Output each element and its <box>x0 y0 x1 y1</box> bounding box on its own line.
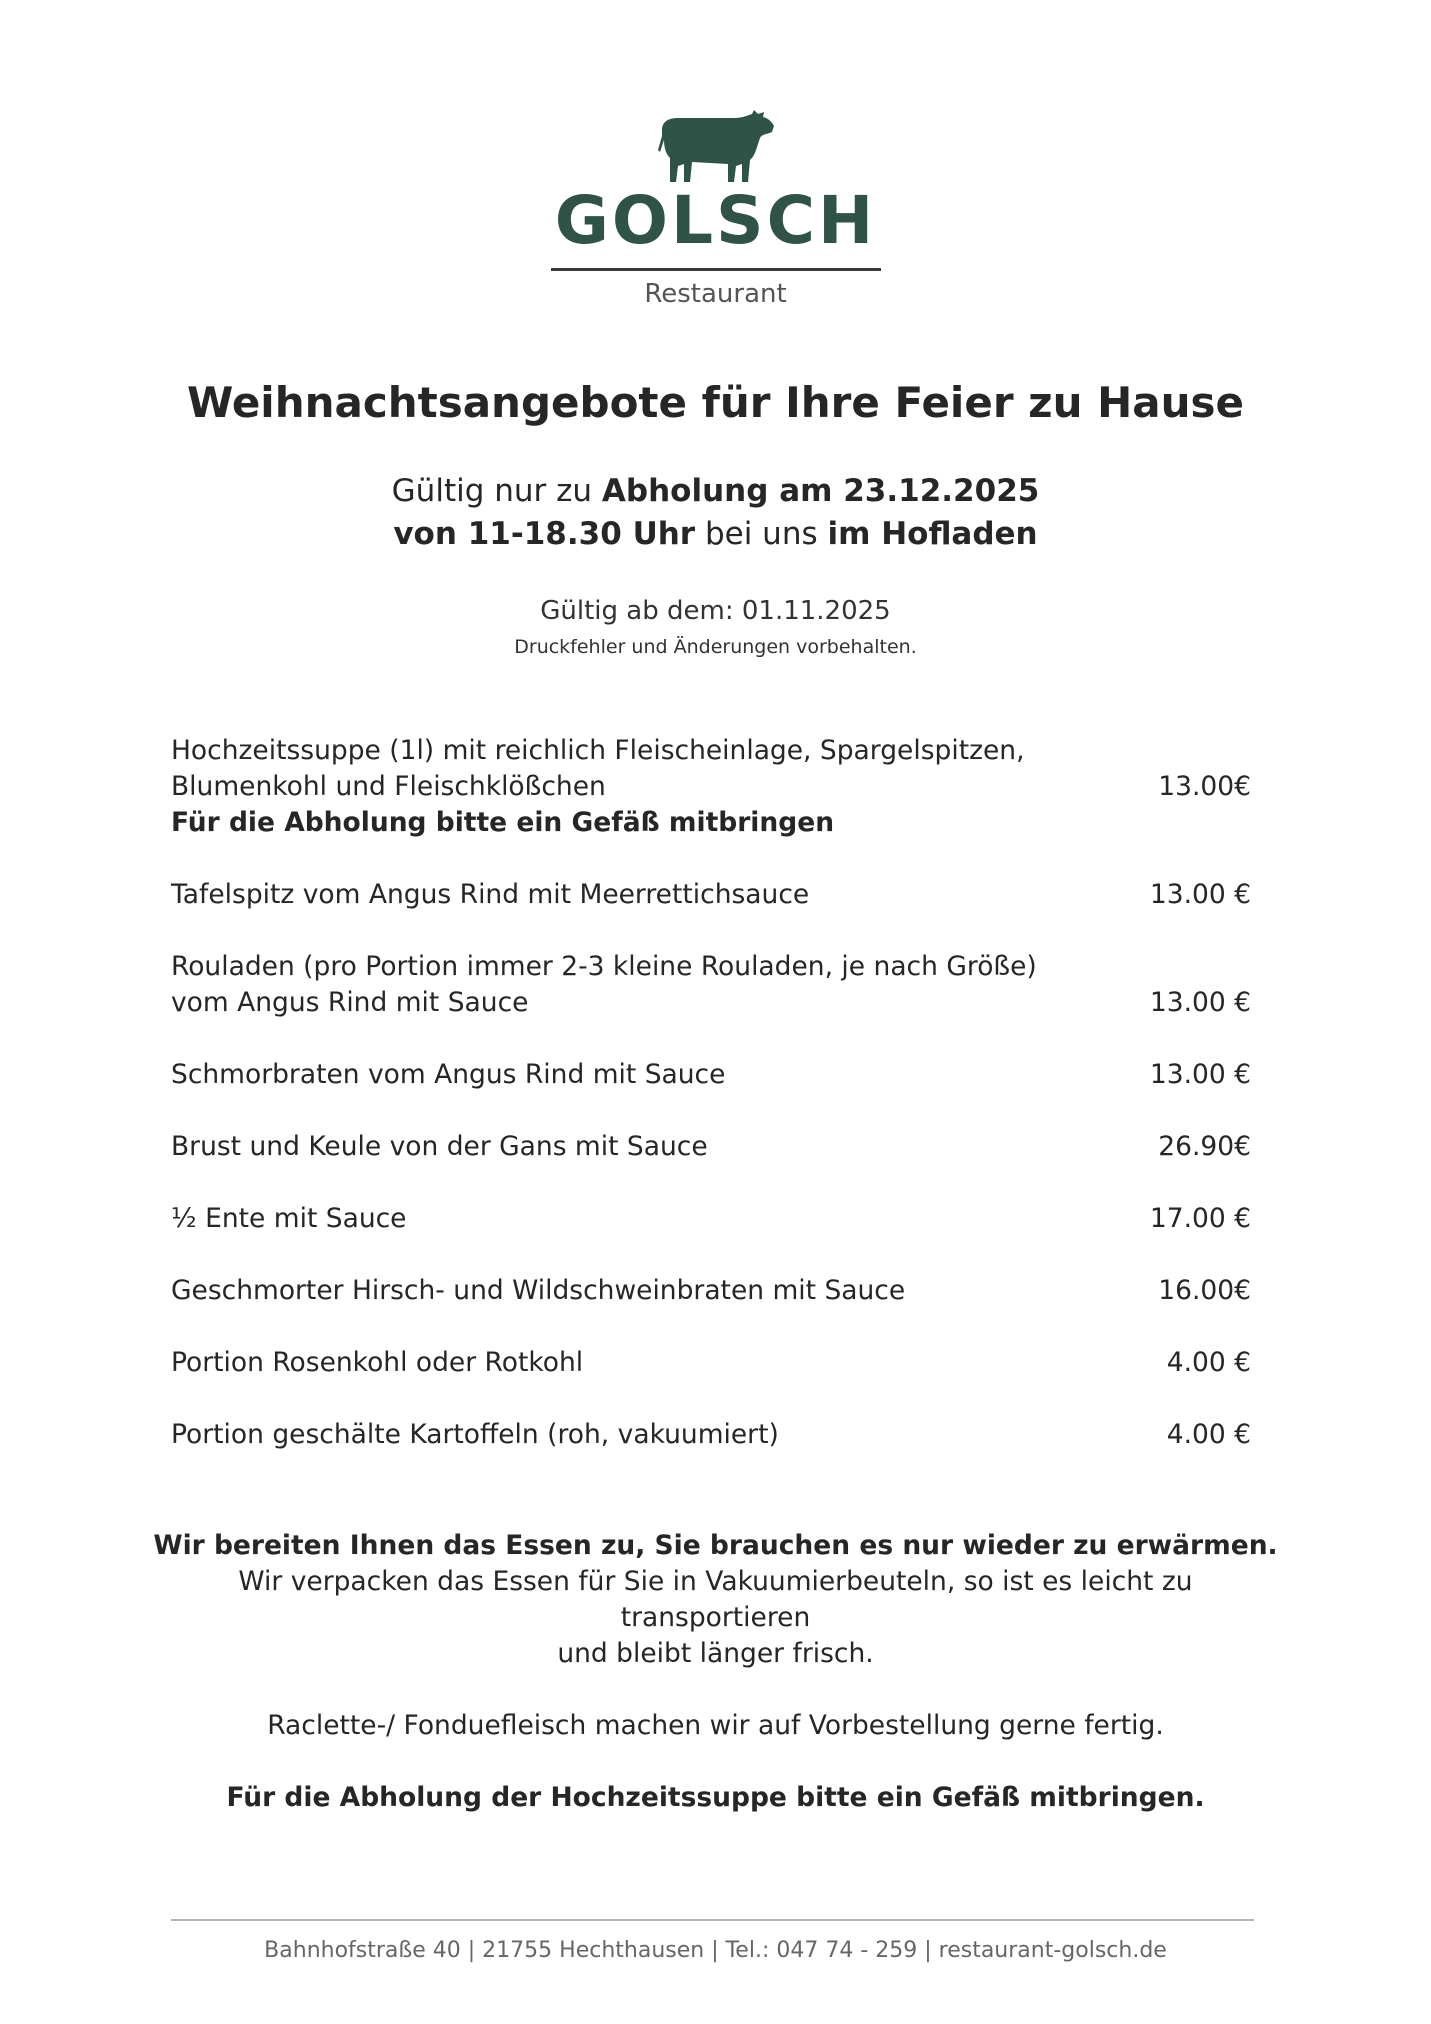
restaurant-logo <box>0 110 1431 309</box>
pickup-time: von 11-18.30 Uhr <box>393 516 696 552</box>
menu-item <box>171 877 1251 913</box>
item-price: 13.00 € <box>1149 1059 1251 1090</box>
menu-item <box>171 1345 1251 1381</box>
validity-line-2 <box>0 513 1431 556</box>
closing-notes <box>150 1528 1281 1852</box>
item-description: Geschmorter Hirsch- und Wildschweinbraten mit Sauce <box>171 1275 906 1306</box>
item-description: Portion geschälte Kartoffeln (roh, vakuumiert) <box>171 1419 779 1450</box>
item-price: 13.00 € <box>1149 987 1251 1018</box>
validity-mid: bei uns <box>695 516 828 552</box>
item-description: Schmorbraten vom Angus Rind mit Sauce <box>171 1059 726 1090</box>
preparation-note: Wir bereiten Ihnen das Essen zu, Sie brauchen es nur wieder zu erwärmen. Wir verpacken das Essen für Sie in Vakuumierbeuteln, so ist es leicht zu transportieren und bleibt länger frisch. <box>153 1530 1278 1669</box>
item-price: 4.00 € <box>1166 1347 1251 1378</box>
footer-divider <box>171 1919 1254 1921</box>
menu-item <box>171 1417 1251 1453</box>
menu-item <box>171 949 1251 1021</box>
container-note: Für die Abholung der Hochzeitssuppe bitte ein Gefäß mitbringen. <box>226 1782 1205 1813</box>
footer-contact: Bahnhofstraße 40 | 21755 Hechthausen | Tel.: 047 74 - 259 | restaurant-golsch.de <box>264 1938 1167 1963</box>
validity-prefix: Gültig nur zu <box>391 473 602 509</box>
disclaimer: Druckfehler und Änderungen vorbehalten. <box>514 636 917 658</box>
item-note: Für die Abholung bitte ein Gefäß mitbringen <box>171 807 835 838</box>
valid-from: Gültig ab dem: 01.11.2025 <box>540 596 891 626</box>
validity-info <box>0 470 1431 556</box>
item-description: Rouladen (pro Portion immer 2-3 kleine Rouladen, je nach Größe) vom Angus Rind mit Sauce <box>171 951 1037 1018</box>
cow-icon <box>656 110 776 182</box>
item-price: 26.90€ <box>1158 1131 1251 1162</box>
page-title: Weihnachtsangebote für Ihre Feier zu Hause <box>186 378 1244 427</box>
menu-item <box>171 733 1251 841</box>
menu-item <box>171 1273 1251 1309</box>
menu-item <box>171 1129 1251 1165</box>
menu-item <box>171 1057 1251 1093</box>
item-description: Hochzeitssuppe (1l) mit reichlich Fleischeinlage, Spargelspitzen, Blumenkohl und Fleischklößchen Für die Abholung bitte ein Gefäß mitbringen <box>171 733 1025 841</box>
menu-list <box>171 733 1251 1489</box>
item-price: 17.00 € <box>1149 1203 1251 1234</box>
item-description: Tafelspitz vom Angus Rind mit Meerrettichsauce <box>171 879 810 910</box>
item-description: ½ Ente mit Sauce <box>171 1203 407 1234</box>
brand-subtitle: Restaurant <box>644 279 787 309</box>
pickup-date: Abholung am 23.12.2025 <box>601 473 1040 509</box>
menu-item <box>171 1201 1251 1237</box>
brand-name: GOLSCH <box>554 182 877 259</box>
raclette-note: Raclette-/ Fonduefleisch machen wir auf Vorbestellung gerne fertig. <box>267 1710 1164 1741</box>
item-price: 4.00 € <box>1166 1419 1251 1450</box>
validity-line-1 <box>0 470 1431 513</box>
item-description: Brust und Keule von der Gans mit Sauce <box>171 1131 708 1162</box>
item-price: 16.00€ <box>1158 1275 1251 1306</box>
item-price: 13.00 € <box>1149 879 1251 910</box>
logo-divider <box>551 268 881 271</box>
item-price: 13.00€ <box>1158 771 1251 802</box>
item-description: Portion Rosenkohl oder Rotkohl <box>171 1347 584 1378</box>
pickup-location: im Hofladen <box>827 516 1038 552</box>
